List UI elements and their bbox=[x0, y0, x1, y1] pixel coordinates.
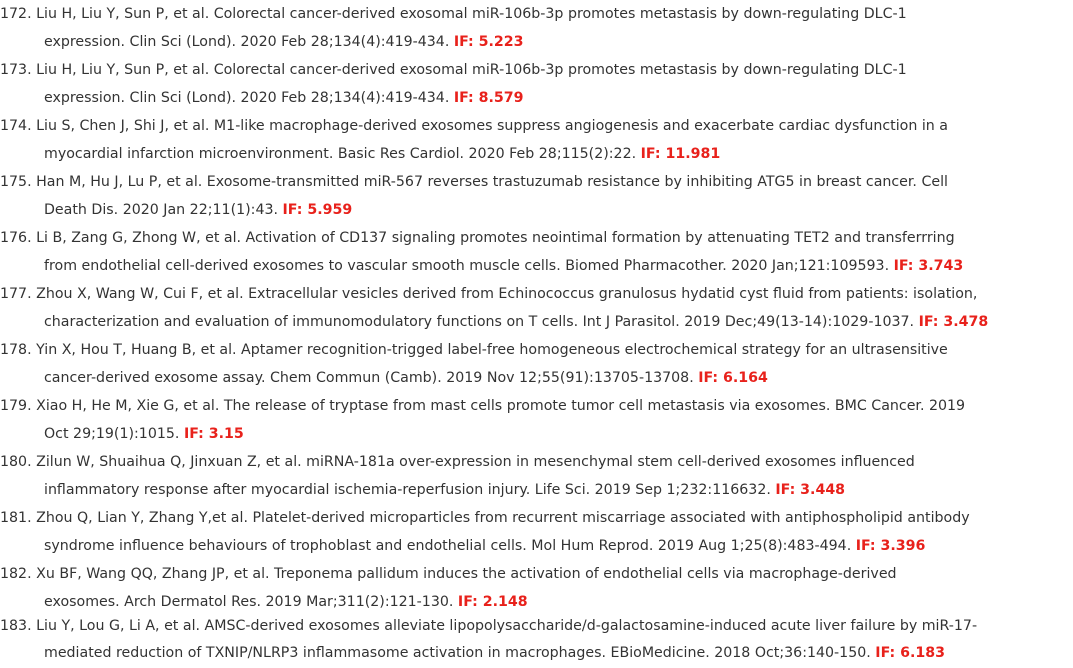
impact-factor: IF: 3.743 bbox=[893, 258, 964, 274]
reference-number: 181. bbox=[0, 510, 32, 526]
impact-factor: IF: 6.164 bbox=[698, 370, 768, 386]
impact-factor: IF: 3.478 bbox=[918, 314, 989, 330]
reference-number: 177. bbox=[0, 286, 32, 302]
reference-text: expression. Clin Sci (Lond). 2020 Feb 28;134(4):419-434. bbox=[44, 34, 450, 50]
reference-line-1 bbox=[0, 504, 970, 532]
reference-number: 182. bbox=[0, 566, 32, 582]
reference-text: Han M, Hu J, Lu P, et al. Exosome-transmitted miR-567 reverses trastuzumab resistance by inhibiting ATG5 in breast cancer. Cell bbox=[36, 174, 948, 190]
reference-number: 176. bbox=[0, 230, 32, 246]
reference-number: 174. bbox=[0, 118, 32, 134]
impact-factor: IF: 3.15 bbox=[183, 426, 244, 442]
reference-text: Liu H, Liu Y, Sun P, et al. Colorectal cancer-derived exosomal miR-106b-3p promotes metastasis by down-regulating DLC-1 bbox=[36, 62, 907, 78]
reference-text: characterization and evaluation of immunomodulatory functions on T cells. Int J Parasitol. 2019 Dec;49(13-14):1029-1037. bbox=[44, 314, 915, 330]
reference-line-2 bbox=[44, 532, 925, 560]
reference-line-2 bbox=[44, 364, 768, 392]
reference-number: 172. bbox=[0, 6, 32, 22]
reference-line-2 bbox=[44, 308, 988, 336]
reference-text: Xu BF, Wang QQ, Zhang JP, et al. Treponema pallidum induces the activation of endothelial cells via macrophage-derived bbox=[36, 566, 897, 582]
reference-text: Liu S, Chen J, Shi J, et al. M1-like macrophage-derived exosomes suppress angiogenesis and exacerbate cardiac dysfunction in a bbox=[36, 118, 948, 134]
reference-line-1 bbox=[0, 168, 948, 196]
reference-text: syndrome influence behaviours of trophoblast and endothelial cells. Mol Hum Reprod. 2019 Aug 1;25(8):483-494. bbox=[44, 538, 852, 554]
reference-line-1 bbox=[0, 560, 897, 588]
reference-number: 183. bbox=[0, 618, 32, 634]
reference-text: Oct 29;19(1):1015. bbox=[44, 426, 180, 442]
reference-text: Li B, Zang G, Zhong W, et al. Activation of CD137 signaling promotes neointimal formation by attenuating TET2 and transferrring bbox=[36, 230, 955, 246]
reference-line-2 bbox=[44, 28, 524, 56]
reference-text: cancer-derived exosome assay. Chem Commun (Camb). 2019 Nov 12;55(91):13705-13708. bbox=[44, 370, 694, 386]
reference-line-1 bbox=[0, 0, 907, 28]
reference-item bbox=[0, 0, 1070, 56]
reference-line-2 bbox=[44, 84, 524, 112]
impact-factor: IF: 2.148 bbox=[457, 594, 528, 610]
reference-line-1 bbox=[0, 280, 977, 308]
reference-number: 178. bbox=[0, 342, 32, 358]
reference-number: 179. bbox=[0, 398, 32, 414]
impact-factor: IF: 6.183 bbox=[875, 645, 945, 661]
reference-item bbox=[0, 112, 1070, 168]
reference-text: Liu Y, Lou G, Li A, et al. AMSC-derived exosomes alleviate lipopolysaccharide/d-galactosamine-induced acute liver failure by miR-17- bbox=[36, 618, 978, 634]
impact-factor: IF: 3.448 bbox=[775, 482, 846, 498]
reference-line-1 bbox=[0, 56, 907, 84]
reference-line-2 bbox=[44, 140, 720, 168]
reference-line-1 bbox=[0, 336, 948, 364]
reference-text: Zilun W, Shuaihua Q, Jinxuan Z, et al. miRNA-181a over-expression in mesenchymal stem cell-derived exosomes influenced bbox=[36, 454, 915, 470]
reference-text: mediated reduction of TXNIP/NLRP3 inflammasome activation in macrophages. EBioMedicine. 2018 Oct;36:140-150. bbox=[44, 645, 871, 661]
reference-line-2 bbox=[44, 420, 244, 448]
reference-text: exosomes. Arch Dermatol Res. 2019 Mar;311(2):121-130. bbox=[44, 594, 454, 610]
impact-factor: IF: 11.981 bbox=[640, 146, 721, 162]
reference-line-1 bbox=[0, 112, 948, 140]
reference-line-1 bbox=[0, 224, 955, 252]
reference-item bbox=[0, 224, 1070, 280]
reference-item bbox=[0, 336, 1070, 392]
reference-item bbox=[0, 504, 1070, 560]
reference-text: expression. Clin Sci (Lond). 2020 Feb 28;134(4):419-434. bbox=[44, 90, 450, 106]
reference-line-1 bbox=[0, 392, 965, 420]
reference-number: 175. bbox=[0, 174, 32, 190]
impact-factor: IF: 5.223 bbox=[453, 34, 524, 50]
reference-line-2 bbox=[44, 476, 845, 504]
impact-factor: IF: 8.579 bbox=[453, 90, 524, 106]
reference-item bbox=[0, 56, 1070, 112]
reference-text: from endothelial cell-derived exosomes to vascular smooth muscle cells. Biomed Pharmacother. 2020 Jan;121:109593. bbox=[44, 258, 890, 274]
reference-text: Zhou X, Wang W, Cui F, et al. Extracellular vesicles derived from Echinococcus granulosus hydatid cyst fluid from patients: isolation, bbox=[36, 286, 978, 302]
reference-line-1 bbox=[0, 448, 915, 476]
reference-text: Death Dis. 2020 Jan 22;11(1):43. bbox=[44, 202, 279, 218]
reference-item bbox=[0, 612, 1070, 668]
reference-line-2 bbox=[44, 196, 352, 224]
impact-factor: IF: 5.959 bbox=[282, 202, 353, 218]
reference-item bbox=[0, 448, 1070, 504]
reference-item bbox=[0, 168, 1070, 224]
reference-text: Xiao H, He M, Xie G, et al. The release of tryptase from mast cells promote tumor cell metastasis via exosomes. BMC Cancer. 2019 bbox=[36, 398, 966, 414]
reference-line-1 bbox=[0, 612, 977, 640]
reference-number: 173. bbox=[0, 62, 32, 78]
reference-text: inflammatory response after myocardial ischemia-reperfusion injury. Life Sci. 2019 Sep 1;232:116632. bbox=[44, 482, 771, 498]
reference-number: 180. bbox=[0, 454, 32, 470]
reference-text: Liu H, Liu Y, Sun P, et al. Colorectal cancer-derived exosomal miR-106b-3p promotes metastasis by down-regulating DLC-1 bbox=[36, 6, 907, 22]
reference-line-2 bbox=[44, 639, 945, 667]
reference-text: Zhou Q, Lian Y, Zhang Y,et al. Platelet-derived microparticles from recurrent miscarriage associated with antiphospholipid antibody bbox=[36, 510, 970, 526]
reference-text: myocardial infarction microenvironment. Basic Res Cardiol. 2020 Feb 28;115(2):22. bbox=[44, 146, 637, 162]
reference-item bbox=[0, 392, 1070, 448]
reference-text: Yin X, Hou T, Huang B, et al. Aptamer recognition-trigged label-free homogeneous electrochemical strategy for an ultrasensitive bbox=[36, 342, 948, 358]
reference-item bbox=[0, 280, 1070, 336]
reference-line-2 bbox=[44, 252, 963, 280]
impact-factor: IF: 3.396 bbox=[855, 538, 926, 554]
reference-item bbox=[0, 560, 1070, 616]
